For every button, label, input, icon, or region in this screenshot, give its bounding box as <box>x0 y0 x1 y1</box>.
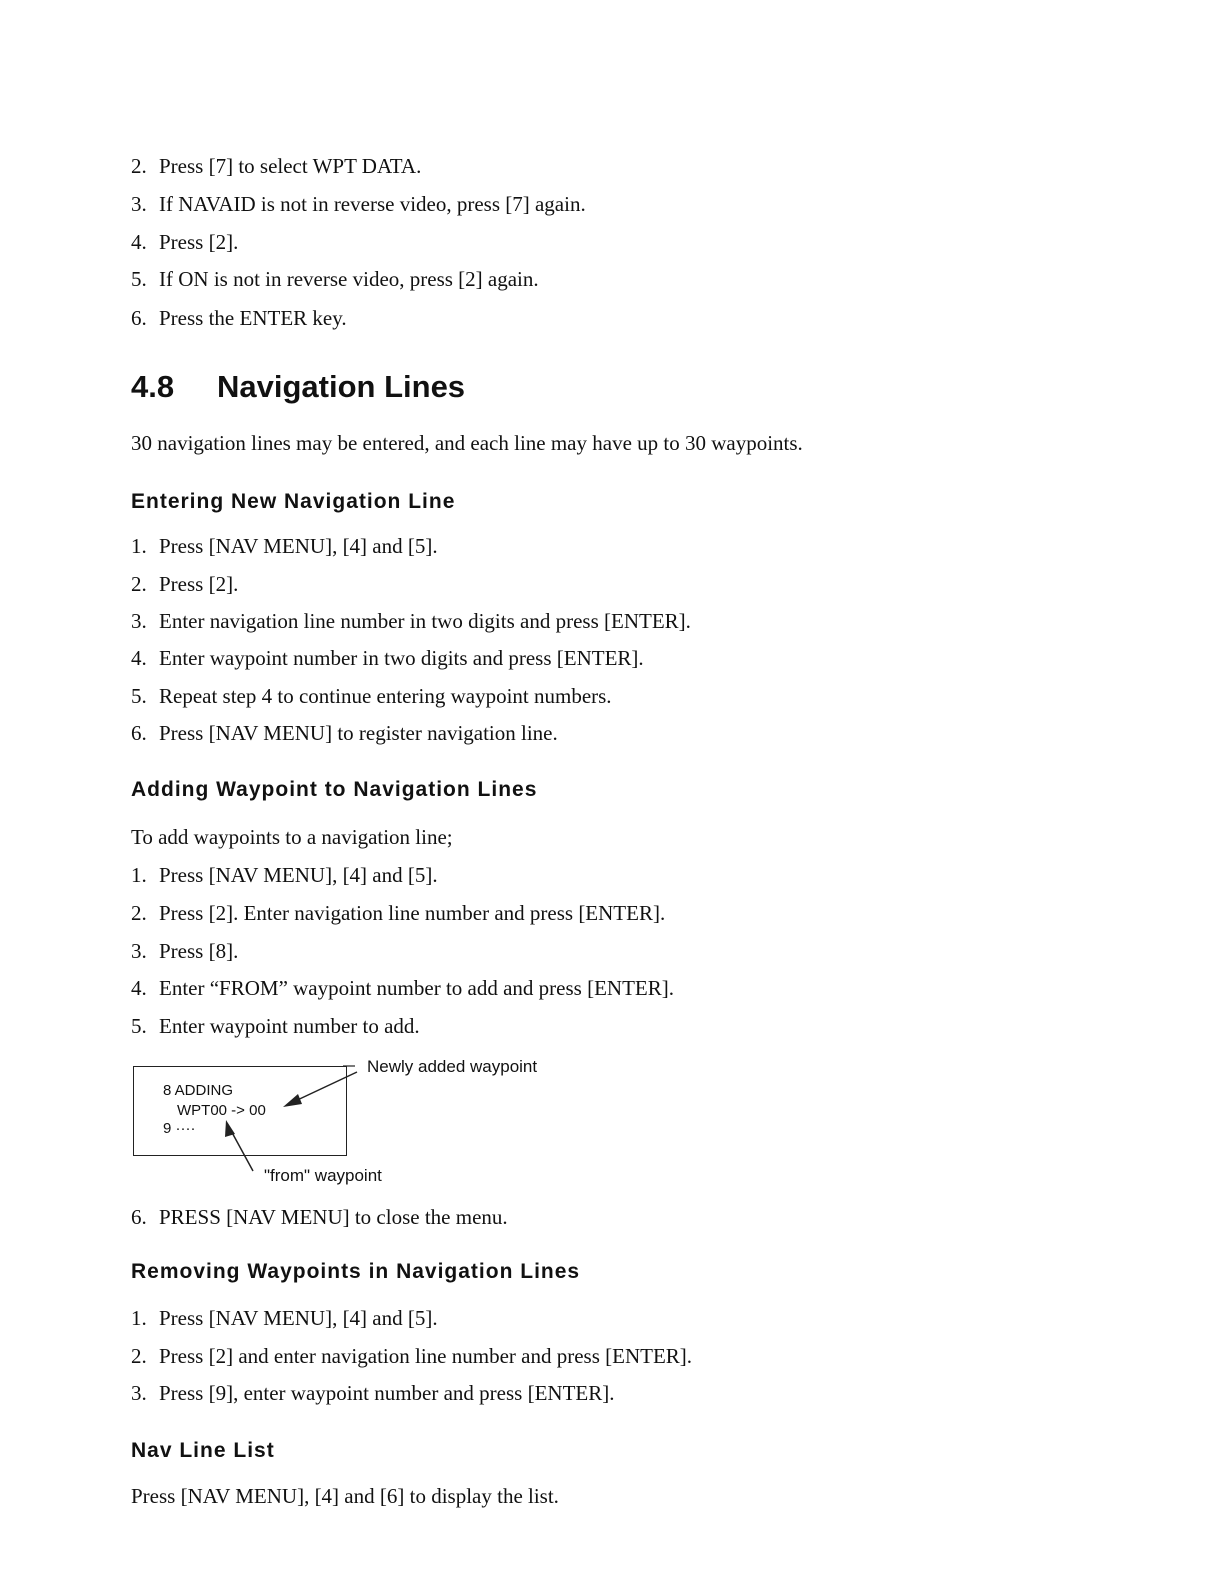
step-text: Press [2]. Enter navigation line number and press [ENTER]. <box>159 901 666 925</box>
step-text: PRESS [NAV MENU] to close the menu. <box>159 1205 508 1229</box>
step-number: 4. <box>131 646 147 670</box>
step-number: 1. <box>131 1306 147 1330</box>
subheading-adding: Adding Waypoint to Navigation Lines <box>131 778 538 801</box>
step-text: Press [NAV MENU] to register navigation line. <box>159 721 558 745</box>
step-text: Press the ENTER key. <box>159 306 347 330</box>
list-item <box>131 1014 420 1038</box>
nav-line-list-text: Press [NAV MENU], [4] and [6] to display the list. <box>131 1484 559 1508</box>
subheading-removing: Removing Waypoints in Navigation Lines <box>131 1260 581 1283</box>
list-item <box>131 230 238 254</box>
step-number: 6. <box>131 1205 147 1229</box>
step-text: Repeat step 4 to continue entering waypoint numbers. <box>159 684 612 708</box>
step-number: 4. <box>131 230 147 254</box>
screen-line-adding: 8 ADDING <box>163 1082 234 1099</box>
list-item <box>131 1381 614 1405</box>
step-number: 3. <box>131 939 147 963</box>
step-text: Press [NAV MENU], [4] and [5]. <box>159 1306 438 1330</box>
step-number: 1. <box>131 863 147 887</box>
list-item <box>131 1205 508 1229</box>
section-number: 4.8 <box>131 369 175 404</box>
step-number: 5. <box>131 267 147 291</box>
screen-line-wpt: WPT00 -> 00 <box>177 1102 266 1119</box>
list-item <box>131 863 438 887</box>
adding-waypoint-figure <box>131 1058 591 1193</box>
step-number: 3. <box>131 609 147 633</box>
newly-added-arrowhead <box>283 1094 302 1107</box>
subheading-entering: Entering New Navigation Line <box>131 490 456 513</box>
list-item <box>131 192 586 216</box>
list-item <box>131 646 644 670</box>
step-text: Press [2] and enter navigation line number and press [ENTER]. <box>159 1344 693 1368</box>
step-number: 3. <box>131 1381 147 1405</box>
step-text: Press [NAV MENU], [4] and [5]. <box>159 534 438 558</box>
list-item <box>131 901 665 925</box>
list-item <box>131 1344 692 1368</box>
list-item <box>131 267 539 291</box>
step-number: 3. <box>131 192 147 216</box>
step-number: 2. <box>131 1344 147 1368</box>
step-text: Press [9], enter waypoint number and press [ENTER]. <box>159 1381 615 1405</box>
step-number: 5. <box>131 1014 147 1038</box>
list-item <box>131 534 438 558</box>
step-number: 5. <box>131 684 147 708</box>
list-item <box>131 572 238 596</box>
list-item <box>131 609 691 633</box>
step-number: 2. <box>131 154 147 178</box>
step-number: 2. <box>131 901 147 925</box>
subheading-nav-line-list: Nav Line List <box>131 1439 275 1462</box>
section-intro: 30 navigation lines may be entered, and each line may have up to 30 waypoints. <box>131 431 803 455</box>
screen-line-next: 9 ···· <box>163 1120 196 1137</box>
step-text: Enter waypoint number in two digits and press [ENTER]. <box>159 646 644 670</box>
list-item <box>131 1306 438 1330</box>
from-arrowhead <box>225 1120 235 1137</box>
step-number: 2. <box>131 572 147 596</box>
newly-added-arrow <box>291 1072 357 1103</box>
list-item <box>131 306 347 330</box>
adding-intro: To add waypoints to a navigation line; <box>131 825 453 849</box>
step-text: If ON is not in reverse video, press [2] again. <box>159 267 539 291</box>
step-text: Press [2]. <box>159 230 239 254</box>
step-number: 1. <box>131 534 147 558</box>
step-number: 6. <box>131 721 147 745</box>
list-item <box>131 939 238 963</box>
list-item <box>131 154 421 178</box>
step-number: 4. <box>131 976 147 1000</box>
list-item <box>131 684 612 708</box>
callout-newly-added: Newly added waypoint <box>367 1057 538 1076</box>
step-text: Press [8]. <box>159 939 239 963</box>
step-text: Enter waypoint number to add. <box>159 1014 420 1038</box>
list-item <box>131 721 558 745</box>
step-text: Press [7] to select WPT DATA. <box>159 154 422 178</box>
step-text: If NAVAID is not in reverse video, press [7] again. <box>159 192 586 216</box>
step-text: Enter “FROM” waypoint number to add and press [ENTER]. <box>159 976 674 1000</box>
step-text: Press [2]. <box>159 572 239 596</box>
list-item <box>131 976 674 1000</box>
callout-from-waypoint: "from" waypoint <box>264 1166 382 1185</box>
section-title: Navigation Lines <box>217 369 466 404</box>
step-text: Press [NAV MENU], [4] and [5]. <box>159 863 438 887</box>
step-number: 6. <box>131 306 147 330</box>
step-text: Enter navigation line number in two digits and press [ENTER]. <box>159 609 691 633</box>
section-heading <box>131 369 465 405</box>
